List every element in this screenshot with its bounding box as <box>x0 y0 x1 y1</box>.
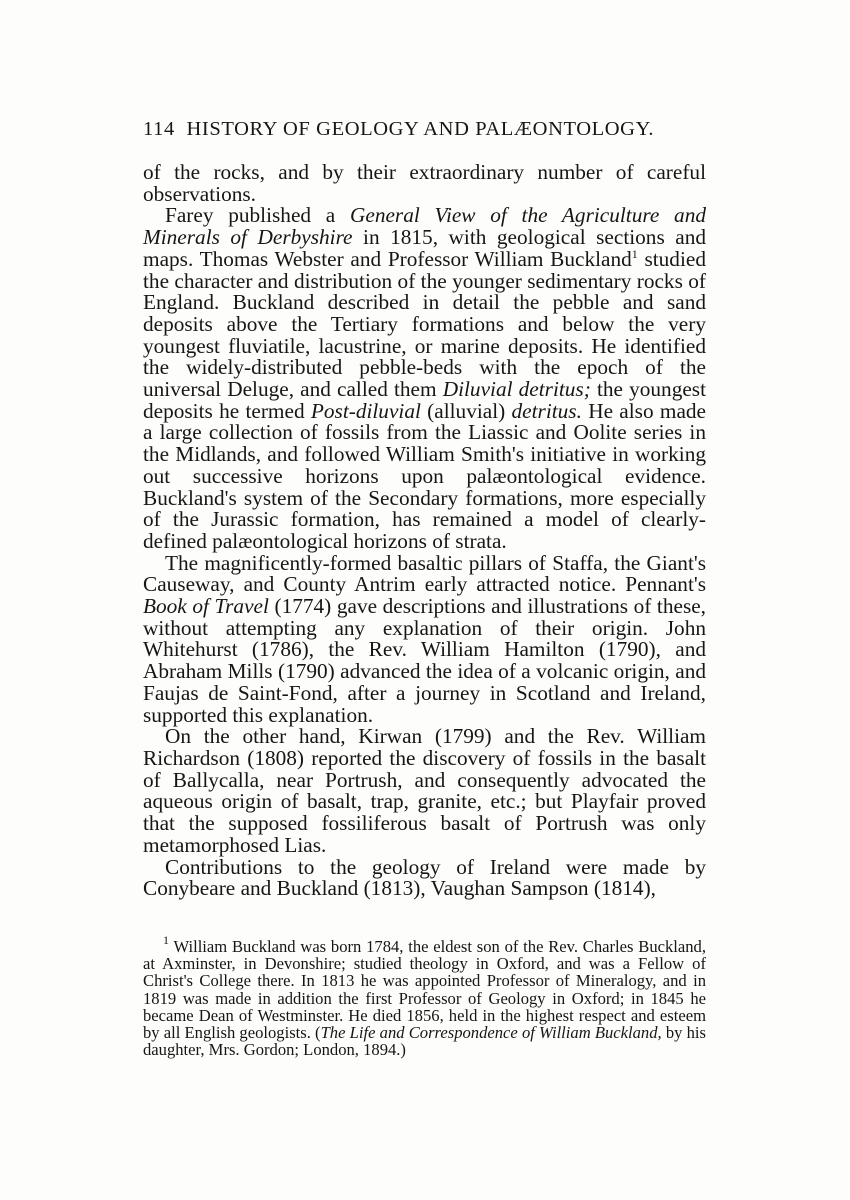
paragraph <box>143 726 706 856</box>
text-run: Farey published a <box>165 203 350 228</box>
text-run: the youngest deposits he termed <box>143 377 707 423</box>
page-number: 114 <box>143 118 175 140</box>
text-run: (1774) gave descriptions and illustrations of these, without attempting any explanation of their origin. John Whitehurst (1786), the Rev. William Hamilton (1790), and Abraham Mills (1790) advanced the idea of a volcanic origin, and Faujas de Saint-Fond, after a journey in Scotland and Ireland, supported this explanation. <box>143 594 707 727</box>
paragraph <box>143 162 706 205</box>
footnote-marker: 1 <box>163 933 169 947</box>
paragraph <box>143 205 706 552</box>
italic-text: Diluvial detritus; <box>442 377 591 402</box>
text-run: The magnificently-formed basaltic pillars of Staffa, the Giant's Causeway, and County Antrim early attracted notice. Pennant's <box>143 550 706 597</box>
text-run: studied the character and distribution of the younger sedimentary rocks of England. Buckland described in detail the pebble and sand deposits above the Tertiary formations and below the very youngest fluviatile, lacustrine, or marine deposits. He identified the widely-distributed pebble-beds with the epoch of the universal Deluge, and called them <box>143 246 706 402</box>
running-title: HISTORY OF GEOLOGY AND PALÆONTOLOGY. <box>186 118 655 140</box>
text-run: Contributions to the geology of Ireland were made by Conybeare and Buckland (1813), Vaughan Sampson (1814), <box>143 854 706 901</box>
italic-text: Book of Travel <box>143 594 269 619</box>
text-run: He also made a large collection of fossils from the Liassic and Oolite series in the Midlands, and followed William Smith's initiative in working out successive horizons upon palæontological evidence. Buckland's system of the Secondary formations, more especially of the Jurassic formation, has remained a model of clearly-defined palæontological horizons of strata. <box>143 398 707 553</box>
text-run: in 1815, with geological sections and maps. Thomas Webster and Professor William Buckland <box>143 225 706 271</box>
text-run: by his daughter, Mrs. Gordon; London, 1894.) <box>143 1023 706 1060</box>
text-run: of the rocks, and by their extraordinary number of careful observations. <box>143 160 706 206</box>
italic-text: General View of the Agriculture and Minerals of Derbyshire <box>143 203 707 250</box>
paragraph <box>143 550 707 727</box>
footnote <box>143 933 706 1060</box>
italic-text: The Life and Correspondence of William Buckland, <box>320 1023 662 1043</box>
text-run: (alluvial) <box>420 398 512 423</box>
text-run: William Buckland was born 1784, the eldest son of the Rev. Charles Buckland, at Axminster, in Devonshire; studied theology in Oxford, and was a Fellow of Christ's College there. In 1813 he was appointed Professor of Mineralogy, and in 1819 was made in addition the first Professor of Geology in Oxford; in 1845 he became Dean of Westminster. He died 1856, held in the highest respect and esteem by all English geologists. ( <box>143 937 706 1043</box>
running-header <box>143 118 723 141</box>
paragraph <box>143 854 706 901</box>
footnotes <box>143 933 706 1060</box>
body-text <box>143 162 706 900</box>
footnote-marker: 1 <box>631 246 638 261</box>
italic-text: Post-diluvial <box>310 398 421 423</box>
text-run: On the other hand, Kirwan (1799) and the Rev. William Richardson (1808) reported the discovery of fossils in the basalt of Ballycalla, near Portrush, and consequently advocated the aqueous origin of basalt, trap, granite, etc.; but Playfair proved that the supposed fossiliferous basalt of Portrush was only metamorphosed Lias. <box>143 724 706 857</box>
italic-text: detritus. <box>511 398 582 423</box>
